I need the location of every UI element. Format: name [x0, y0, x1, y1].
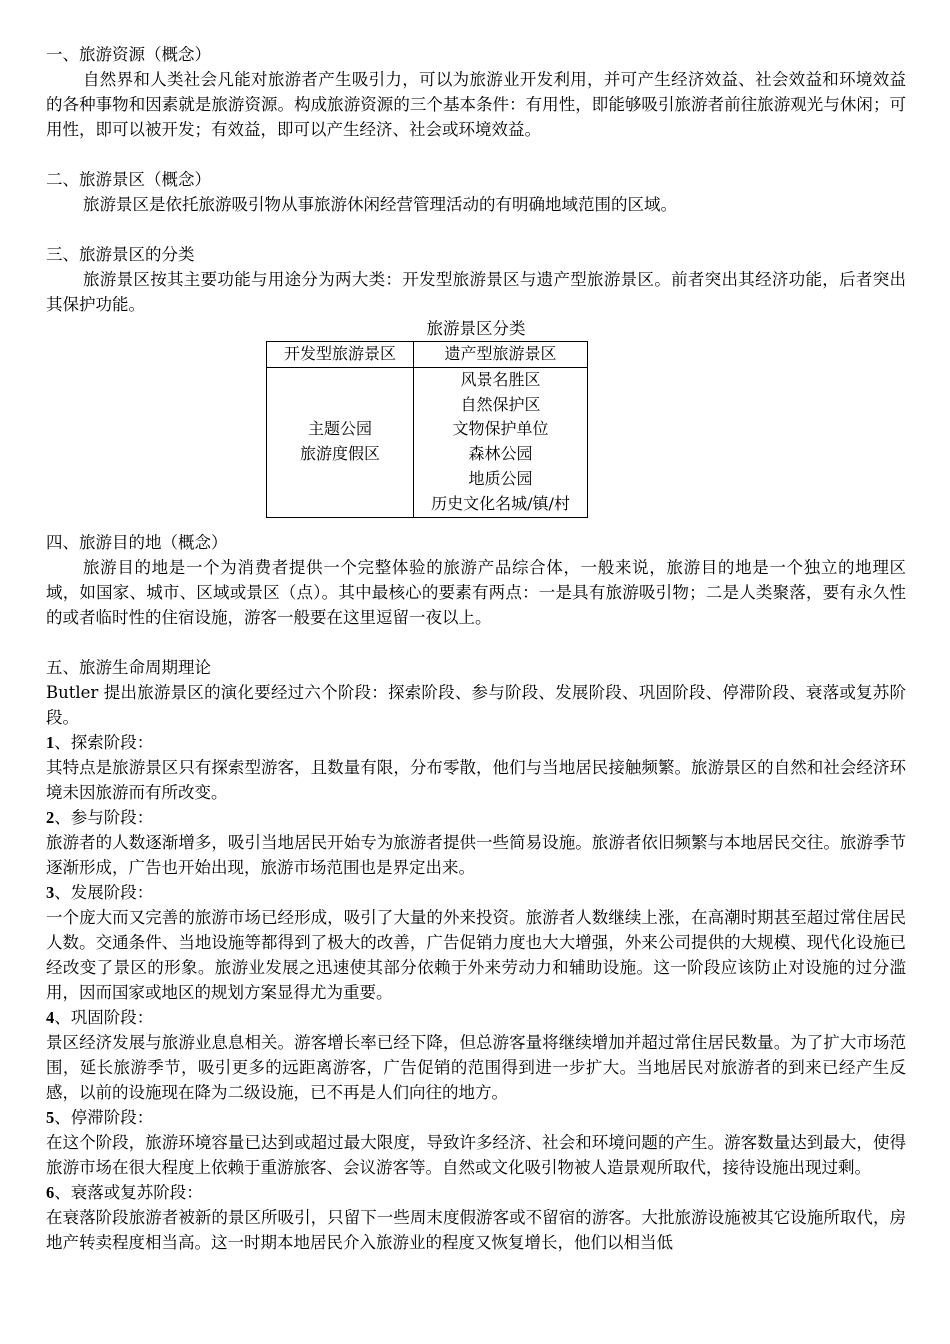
stage-title: 、探索阶段： [54, 732, 154, 752]
stage-heading [46, 880, 906, 905]
stage-body: 旅游者的人数逐渐增多，吸引当地居民开始专为旅游者提供一些简易设施。旅游者依旧频繁与本地居民交往。旅游季节逐渐形成，广告也开始出现，旅游市场范围也是界定出来。 [46, 832, 906, 877]
section-body-attraction-classification: 旅游景区按其主要功能与用途分为两大类：开发型旅游景区与遗产型旅游景区。前者突出其经济功能，后者突出其保护功能。 [46, 270, 906, 314]
stage-heading [46, 805, 906, 830]
stage-title: 、巩固阶段： [54, 1007, 154, 1027]
list-item: 地质公园 [468, 468, 533, 488]
list-item: 文物保护单位 [452, 419, 549, 439]
list-item: 主题公园 [307, 419, 372, 439]
list-item: 自然保护区 [460, 394, 541, 414]
stage-body: 在这个阶段，旅游环境容量已达到或超过最大限度，导致许多经济、社会和环境问题的产生。游客数量达到最大，使得旅游市场在很大程度上依赖于重游旅客、会议游客等。自然或文化吸引物被人造景观所取代，接待设施出现过剩。 [46, 1132, 906, 1177]
table-header-development: 开发型旅游景区 [267, 342, 414, 368]
table-body-row [267, 367, 588, 517]
stage-body: 景区经济发展与旅游业息息相关。游客增长率已经下降，但总游客量将继续增加并超过常住居民数量。为了扩大市场范围，延长旅游季节，吸引更多的远距离游客，广告促销的范围得到进一步扩大。当地居民对旅游者的到来已经产生反感，以前的设施现在降为二级设施，已不再是人们向往的地方。 [46, 1032, 906, 1102]
stage-title: 、停滞阶段： [54, 1107, 154, 1127]
stage-heading [46, 1180, 906, 1205]
stage-number: 4 [46, 1007, 55, 1027]
stage-number: 2 [46, 807, 55, 827]
section-body-destination: 旅游目的地是一个为消费者提供一个完整体验的旅游产品综合体，一般来说，旅游目的地是一个独立的地理区域，如国家、城市、区域或景区（点）。其中最核心的要素有两点：一是具有旅游吸引物；二是人类聚落，要有永久性的或者临时性的住宿设施，游客一般要在这里逗留一夜以上。 [46, 557, 906, 627]
stage-number: 6 [46, 1182, 55, 1202]
table-cell-development-types [267, 367, 414, 517]
stage-heading [46, 1005, 906, 1030]
list-item: 森林公园 [468, 444, 533, 464]
stage-body: 一个庞大而又完善的旅游市场已经形成，吸引了大量的外来投资。旅游者人数继续上涨，在高潮时期甚至超过常住居民人数。交通条件、当地设施等都得到了极大的改善，广告促销力度也大大增强，外来公司提供的大规模、现代化设施已经改变了景区的形象。旅游业发展之迅速使其部分依赖于外来劳动力和辅助设施。这一阶段应该防止对设施的过分滥用，因而国家或地区的规划方案显得尤为重要。 [46, 907, 906, 1002]
section-heading-destination: 四、旅游目的地（概念） [46, 532, 228, 552]
section-heading-attraction-classification: 三、旅游景区的分类 [46, 245, 195, 264]
section-heading-tourism-resources: 一、旅游资源（概念） [46, 45, 211, 64]
table-header-row [267, 342, 588, 368]
stage-title: 、参与阶段： [54, 807, 154, 827]
stage-heading [46, 1105, 906, 1130]
section-body-tourism-resources: 自然界和人类社会凡能对旅游者产生吸引力，可以为旅游业开发利用，并可产生经济效益、社会效益和环境效益的各种事物和因素就是旅游资源。构成旅游资源的三个基本条件：有用性，即能够吸引旅游者前往旅游观光与休闲；可用性，即可以被开发；有效益，即可以产生经济、社会或环境效益。 [46, 70, 906, 139]
document-page [46, 42, 906, 1255]
classification-table [266, 341, 588, 518]
stage-body: 其特点是旅游景区只有探索型游客，且数量有限，分布零散，他们与当地居民接触频繁。旅游景区的自然和社会经济环境未因旅游而有所改变。 [46, 757, 906, 802]
list-item: 旅游度假区 [299, 444, 380, 464]
table-header-heritage: 遗产型旅游景区 [414, 342, 588, 368]
section-heading-tourist-attraction: 二、旅游景区（概念） [46, 170, 211, 189]
section-heading-life-cycle: 五、旅游生命周期理论 [46, 657, 211, 677]
table-caption: 旅游景区分类 [426, 319, 526, 338]
list-item: 风景名胜区 [460, 369, 541, 389]
list-item: 历史文化名城/镇/村 [431, 493, 570, 513]
stage-title: 、衰落或复苏阶段： [54, 1182, 203, 1202]
stage-body: 在衰落阶段旅游者被新的景区所吸引，只留下一些周末度假游客或不留宿的游客。大批旅游设施被其它设施所取代，房地产转卖程度相当高。这一时期本地居民介入旅游业的程度又恢复增长，他们以相当低 [46, 1207, 906, 1252]
section-body-tourist-attraction: 旅游景区是依托旅游吸引物从事旅游休闲经营管理活动的有明确地域范围的区域。 [83, 195, 677, 214]
table-cell-heritage-types [414, 367, 588, 517]
stage-number: 1 [46, 732, 55, 752]
stage-heading [46, 730, 906, 755]
section-intro-life-cycle: Butler 提出旅游景区的演化要经过六个阶段：探索阶段、参与阶段、发展阶段、巩固阶段、停滞阶段、衰落或复苏阶段。 [46, 682, 906, 727]
stage-title: 、发展阶段： [54, 882, 154, 902]
stage-number: 3 [46, 882, 55, 902]
stage-number: 5 [46, 1107, 55, 1127]
